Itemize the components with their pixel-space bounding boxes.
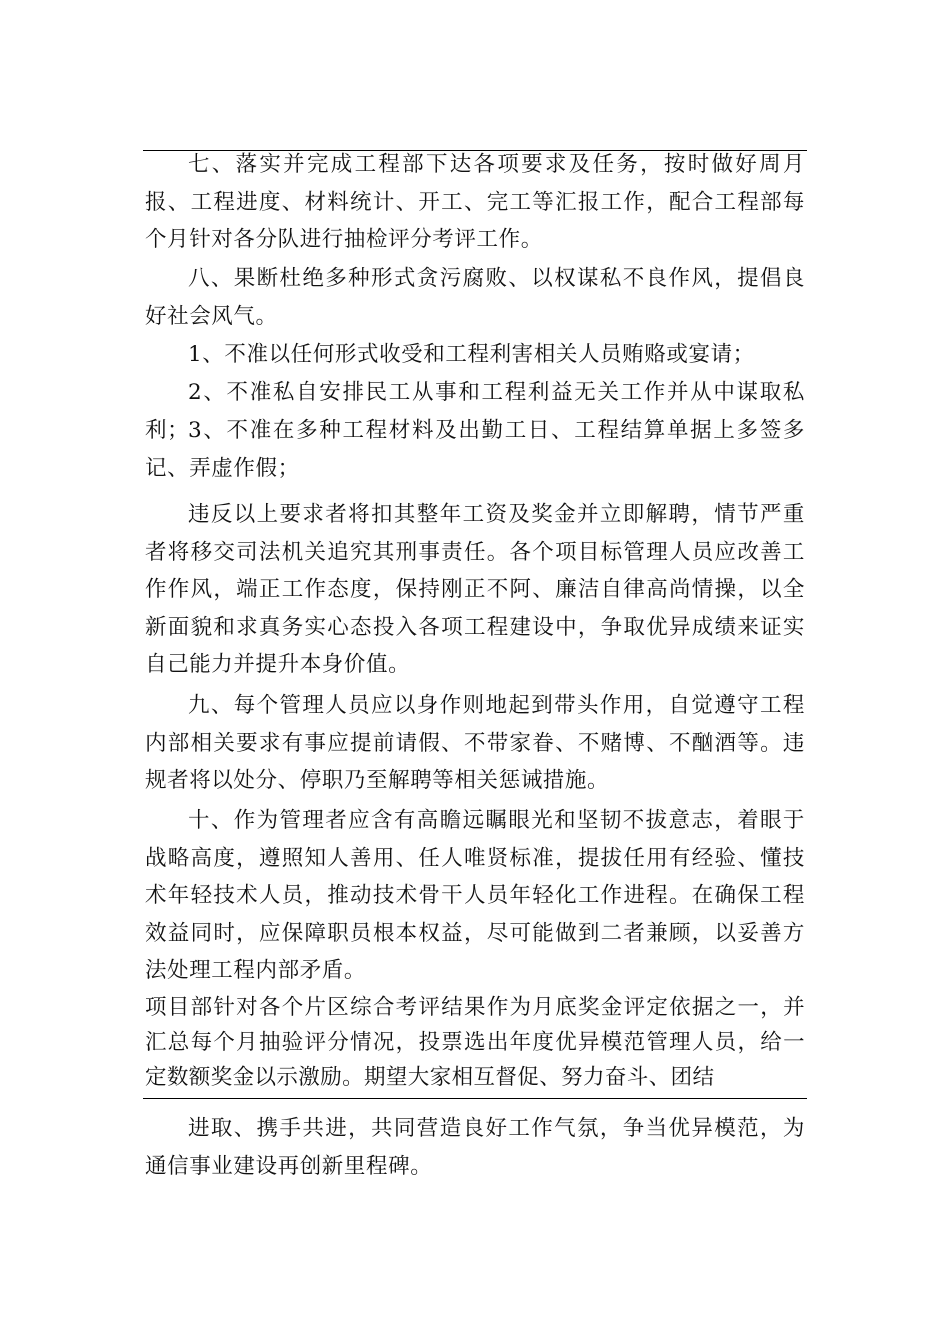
bottom-rule bbox=[143, 1098, 807, 1099]
paragraph-item-8-3: 3、不准在多种工程材料及出勤工日、工程结算单据上多签多记、弄虚作假； bbox=[145, 418, 805, 481]
paragraph-item-9: 九、每个管理人员应以身作则地起到带头作用，自觉遵守工程内部相关要求有事应提前请假、不带家眷、不赌博、不酗酒等。违规者将以处分、停职乃至解聘等相关惩诫措施。 bbox=[145, 693, 805, 794]
paragraph-violation: 违反以上要求者将扣其整年工资及奖金并立即解聘，情节严重者将移交司法机关追究其刑事责任。各个项目标管理人员应改善工作作风，端正工作态度，保持刚正不阿、廉洁自律高尚情操，以全新面貌和求真务实心态投入各项工程建设中，争取优异成绩来证实自己能力并提升本身价值。 bbox=[145, 502, 805, 678]
paragraph-item-10: 十、作为管理者应含有高瞻远瞩眼光和坚韧不拔意志，着眼于战略高度，遵照知人善用、任人唯贤标准，提拔任用有经验、懂技术年轻技术人员，推动技术骨干人员年轻化工作进程。在确保工程效益同时，应保障职员根本权益，尽可能做到二者兼顾，以妥善方法处理工程内部矛盾。 bbox=[145, 808, 805, 984]
paragraph-item-8-1: 1、不准以任何形式收受和工程利害相关人员贿赂或宴请； bbox=[188, 342, 755, 367]
paragraph-item-8-2: 2、不准私自安排民工从事和工程利益无关工作并从中谋取私利； bbox=[145, 380, 805, 443]
paragraph-summary bbox=[145, 990, 805, 1095]
paragraph-closing: 进取、携手共进，共同营造良好工作气氛，争当优异模范，为通信事业建设再创新里程碑。 bbox=[145, 1116, 805, 1179]
summary-line-1: 项目部针对各个片区综合考评结果作为月底奖金评定依据之一，并 bbox=[145, 995, 805, 1020]
paragraph-item-8: 八、果断杜绝多种形式贪污腐败、以权谋私不良作风，提倡良好社会风气。 bbox=[145, 266, 805, 329]
summary-line-3: 定数额奖金以示激励。期望大家相互督促、努力奋斗、团结 bbox=[145, 1065, 715, 1090]
paragraph-item-7: 七、落实并完成工程部下达各项要求及任务，按时做好周月报、工程进度、材料统计、开工、完工等汇报工作，配合工程部每个月针对各分队进行抽检评分考评工作。 bbox=[145, 152, 805, 253]
summary-line-2: 汇总每个月抽验评分情况，投票选出年度优异模范管理人员，给一 bbox=[145, 1030, 805, 1055]
